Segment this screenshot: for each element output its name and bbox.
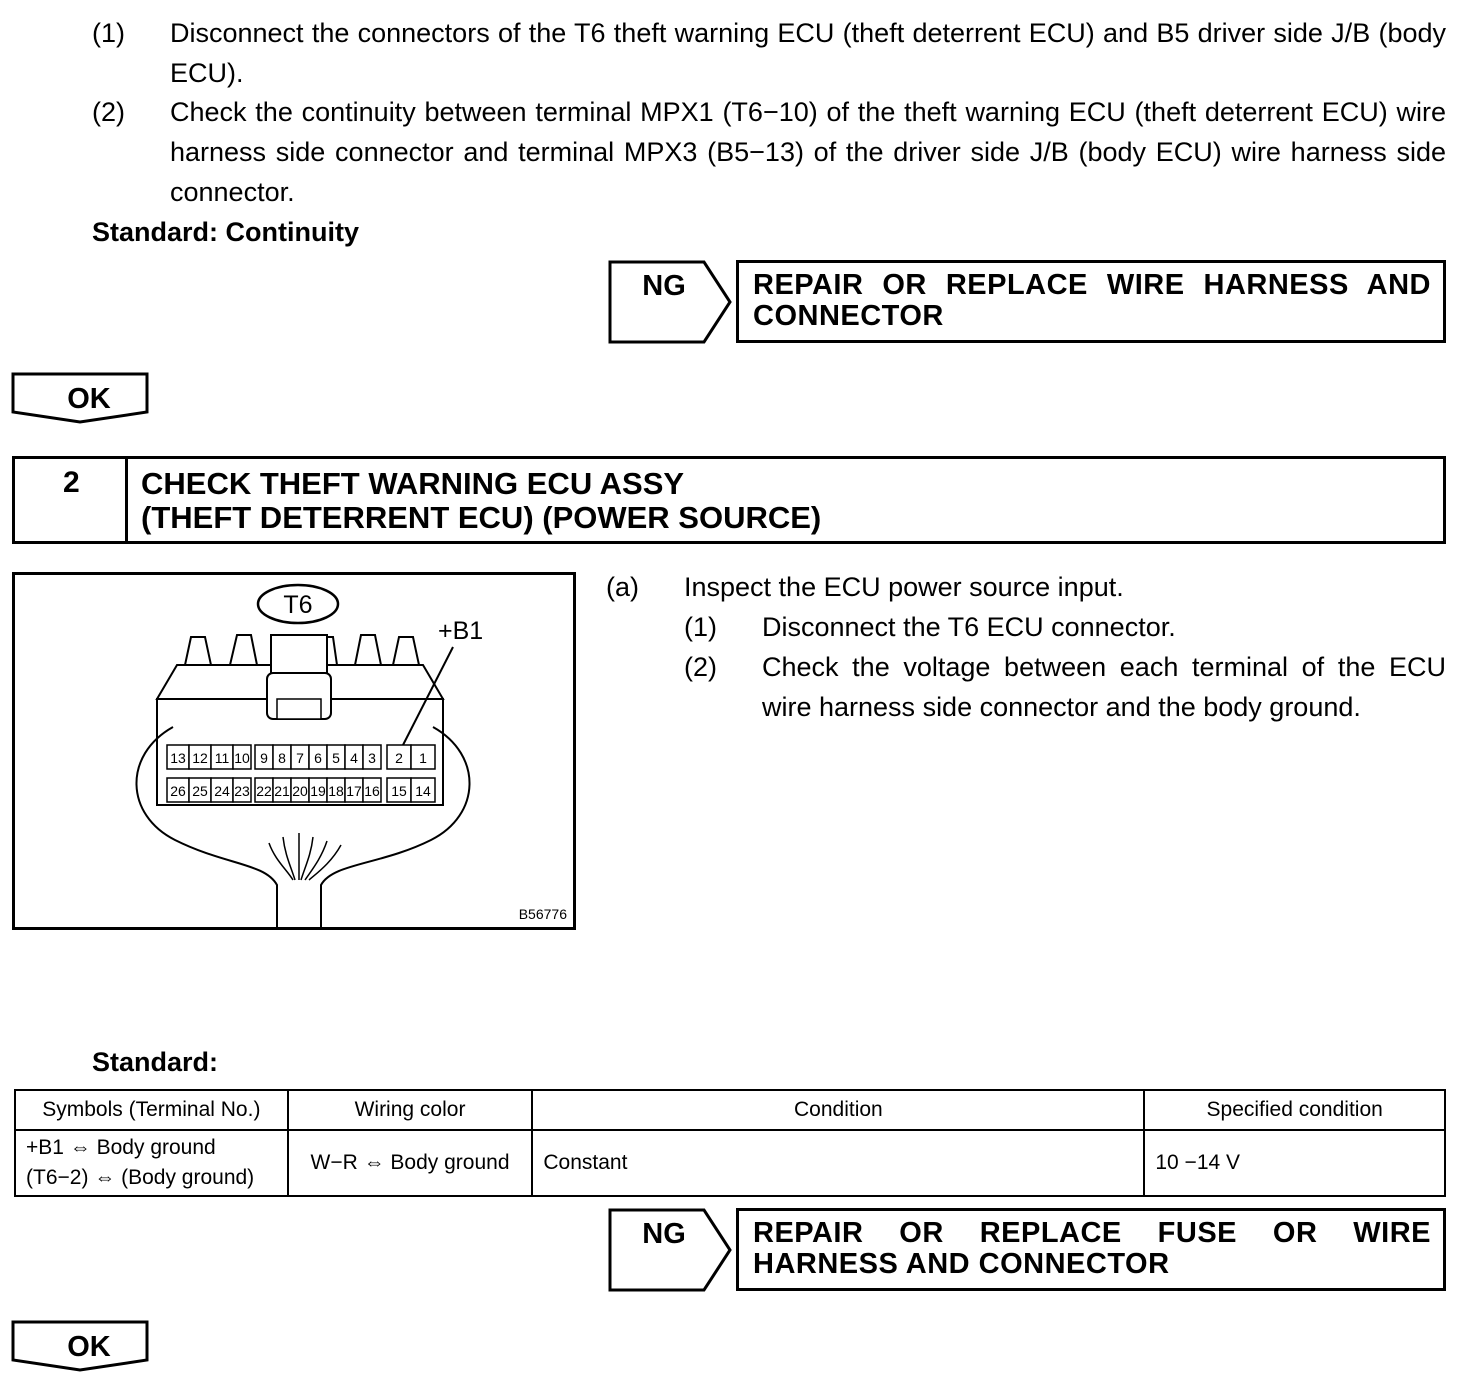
- pin-number: 21: [274, 783, 290, 799]
- step-title: [141, 467, 821, 535]
- pin-number: 13: [170, 750, 186, 766]
- column-header: Condition: [532, 1090, 1144, 1130]
- item-number: (2): [92, 97, 125, 127]
- pin-number: 3: [368, 750, 376, 766]
- item-text: Check the continuity between terminal MPX1 (T6−10) of the theft warning ECU (theft deterrent ECU) wire harness side connector and terminal MPX3 (B5−13) of the driver side J/B (body ECU) wire harness side connector.: [170, 97, 1446, 207]
- pin-number: 18: [328, 783, 344, 799]
- column-header: Wiring color: [288, 1090, 533, 1130]
- table-row: [15, 1130, 1445, 1196]
- pin-number: 5: [332, 750, 340, 766]
- symbol-cell: [15, 1130, 288, 1196]
- instruction-a-text: Inspect the ECU power source input.: [684, 572, 1124, 602]
- symbol-line1: +B1 ⇔ Body ground: [26, 1136, 216, 1159]
- wiring-cell: W−R ⇔ Body ground: [288, 1130, 533, 1196]
- pin-number: 19: [310, 783, 326, 799]
- condition-cell: Constant: [532, 1130, 1144, 1196]
- ok-arrow: [11, 1320, 151, 1374]
- ng-action-line2: HARNESS AND CONNECTOR: [753, 1248, 1170, 1280]
- pin-number: 11: [214, 750, 230, 766]
- ok-label: OK: [67, 383, 111, 415]
- figure-code: B56776: [518, 906, 567, 922]
- step-number: 2: [63, 466, 80, 499]
- pin-number: 14: [415, 783, 431, 799]
- pin-number: 7: [296, 750, 304, 766]
- ng-arrow: [608, 260, 734, 344]
- pin-number: 23: [234, 783, 250, 799]
- item-number: (1): [92, 18, 125, 48]
- standard-heading: Standard:: [92, 1047, 219, 1077]
- sub-item-number: (2): [684, 652, 717, 682]
- table-header-row: [15, 1090, 1445, 1130]
- ng-action-box: [736, 1208, 1446, 1291]
- symbol-line2: (T6−2) ⇔ (Body ground): [26, 1166, 255, 1189]
- pin-number: 9: [260, 750, 268, 766]
- pin-number: 15: [391, 783, 407, 799]
- step-title-line1: CHECK THEFT WARNING ECU ASSY: [141, 466, 685, 501]
- step-header: [12, 456, 1446, 544]
- pin-number: 4: [350, 750, 358, 766]
- pin-number: 25: [192, 783, 208, 799]
- connector-diagram: [15, 575, 573, 927]
- ng-action-box: [736, 260, 1446, 343]
- pin-number: 24: [214, 783, 230, 799]
- sub-item-text: Disconnect the T6 ECU connector.: [762, 612, 1176, 642]
- ng-label: NG: [642, 270, 686, 302]
- pin-number: 10: [234, 750, 250, 766]
- pin-number: 12: [192, 750, 208, 766]
- item-text: Disconnect the connectors of the T6 theft warning ECU (theft deterrent ECU) and B5 driver side J/B (body ECU).: [170, 18, 1446, 88]
- pin-number: 26: [170, 783, 186, 799]
- ng-arrow: [608, 1208, 734, 1292]
- connector-label: T6: [283, 591, 313, 619]
- pin-number: 1: [419, 750, 427, 766]
- pin-number: 17: [346, 783, 362, 799]
- pin-number: 2: [395, 750, 403, 766]
- sub-item-text: Check the voltage between each terminal of the ECU wire harness side connector and the body ground.: [762, 652, 1446, 722]
- specified-cell: 10 −14 V: [1144, 1130, 1445, 1196]
- connector-figure: [12, 572, 576, 930]
- step-title-line2: (THEFT DETERRENT ECU) (POWER SOURCE): [141, 500, 822, 535]
- ok-label: OK: [67, 1331, 111, 1363]
- column-header: Specified condition: [1144, 1090, 1445, 1130]
- ng-action-line2: CONNECTOR: [753, 300, 944, 332]
- pin-number: 22: [256, 783, 272, 799]
- instruction-a-number: (a): [606, 572, 639, 602]
- step-divider: [125, 459, 128, 541]
- pin-number: 16: [364, 783, 380, 799]
- pin-number: 8: [278, 750, 286, 766]
- column-header: Symbols (Terminal No.): [15, 1090, 288, 1130]
- spec-table: [14, 1089, 1446, 1197]
- sub-item-number: (1): [684, 612, 717, 642]
- ng-action-line1: REPAIR OR REPLACE WIRE HARNESS AND: [753, 269, 1431, 301]
- ng-action-line1: REPAIR OR REPLACE FUSE OR WIRE: [753, 1217, 1431, 1249]
- ng-label: NG: [642, 1218, 686, 1250]
- pin-number: 20: [292, 783, 308, 799]
- pin-number: 6: [314, 750, 322, 766]
- terminal-label: +B1: [438, 617, 484, 645]
- ok-arrow: [11, 372, 151, 426]
- standard-continuity: Standard: Continuity: [92, 217, 359, 247]
